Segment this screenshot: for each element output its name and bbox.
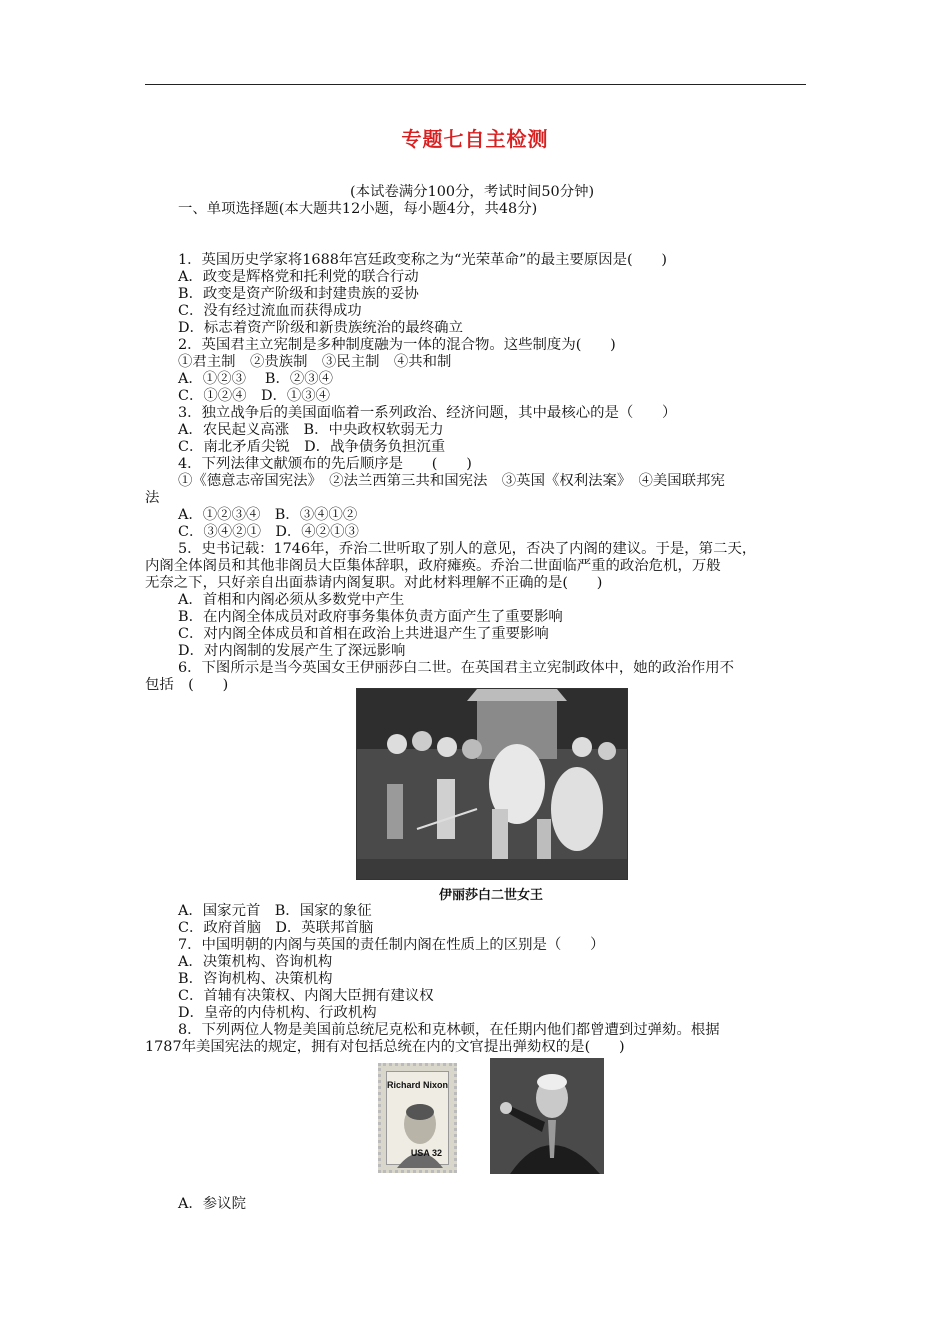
option-line: B．在内阁全体成员对政府事务集体负责方面产生了重要影响 <box>178 609 563 625</box>
option-line: A．国家元首 B．国家的象征 <box>178 903 372 919</box>
option-line: B．咨询机构、决策机构 <box>178 971 333 987</box>
option-line: C．政府首脑 D．英联邦首脑 <box>178 920 374 936</box>
option-line: C．没有经过流血而获得成功 <box>178 303 362 319</box>
question-line: 无奈之下，只好亲自出面恭请内阁复职。对此材料理解不正确的是( ) <box>145 575 603 591</box>
option-line: D．对内阁制的发展产生了深远影响 <box>178 643 406 659</box>
question-line: 内阁全体阁员和其他非阁员大臣集体辞职，政府瘫痪。乔治二世面临严重的政治危机，万般 <box>145 558 721 574</box>
question-line: 3．独立战争后的美国面临着一系列政治、经济问题，其中最核心的是（ ） <box>178 405 677 421</box>
question-line: 2．英国君主立宪制是多种制度融为一体的混合物。这些制度为( ) <box>178 337 616 353</box>
question-line: 包括 ( ) <box>145 677 229 693</box>
option-line: A．参议院 <box>178 1196 246 1212</box>
queen-procession-image <box>356 688 628 880</box>
option-line: C．③④②① D．④②①③ <box>178 524 359 540</box>
option-line: A．决策机构、咨询机构 <box>178 954 333 970</box>
option-line: D．标志着资产阶级和新贵族统治的最终确立 <box>178 320 463 336</box>
page-title: 专题七自主检测 <box>401 127 549 151</box>
option-line: A．农民起义高涨 B．中央政权软弱无力 <box>178 422 444 438</box>
question-line: 6．下图所示是当今英国女王伊丽莎白二世。在英国君主立宪制政体中，她的政治作用不 <box>178 660 735 676</box>
nixon-stamp-image <box>378 1063 457 1173</box>
option-line: A．政变是辉格党和托利党的联合行动 <box>178 269 419 285</box>
question-line: 1787年美国宪法的规定，拥有对包括总统在内的文官提出弹劾权的是( ) <box>145 1039 625 1055</box>
option-line: A．首相和内阁必须从多数党中产生 <box>178 592 405 608</box>
option-line: B．政变是资产阶级和封建贵族的妥协 <box>178 286 419 302</box>
stamp-price: USA 32 <box>410 1148 442 1158</box>
option-line: C．南北矛盾尖锐 D．战争债务负担沉重 <box>178 439 446 455</box>
question-line: 7．中国明朝的内阁与英国的责任制内阁在性质上的区别是（ ） <box>178 937 605 953</box>
option-line: 法 <box>145 490 160 506</box>
question-line: 4．下列法律文献颁布的先后顺序是 ( ) <box>178 456 472 472</box>
option-line: A．①②③ B．②③④ <box>178 371 334 387</box>
figure-caption: 伊丽莎白二世女王 <box>438 888 543 903</box>
option-line: ①君主制 ②贵族制 ③民主制 ④共和制 <box>178 354 452 370</box>
option-line: A．①②③④ B．③④①② <box>178 507 358 523</box>
header-rule <box>145 84 806 85</box>
question-line: 8．下列两位人物是美国前总统尼克松和克林顿，在任期内他们都曾遭到过弹劾。根据 <box>178 1022 720 1038</box>
option-line: ①《德意志帝国宪法》 ②法兰西第三共和国宪法 ③英国《权利法案》 ④美国联邦宪 <box>178 473 725 489</box>
option-line: C．对内阁全体成员和首相在政治上共进退产生了重要影响 <box>178 626 549 642</box>
exam-info: (本试卷满分100分，考试时间50分钟) <box>350 184 595 200</box>
option-line: C．首辅有决策权、内阁大臣拥有建议权 <box>178 988 434 1004</box>
section-heading: 一、单项选择题(本大题共12小题，每小题4分，共48分) <box>178 201 538 217</box>
clinton-photo <box>490 1058 604 1174</box>
option-line: D．皇帝的内侍机构、行政机构 <box>178 1005 377 1021</box>
question-line: 5．史书记载：1746年，乔治二世听取了别人的意见，否决了内阁的建议。于是，第二天， <box>178 541 757 557</box>
stamp-name: Richard Nixon <box>387 1080 449 1090</box>
question-line: 1．英国历史学家将1688年宫廷政变称之为“光荣革命”的最主要原因是( ) <box>178 252 668 268</box>
option-line: C．①②④ D．①③④ <box>178 388 331 404</box>
